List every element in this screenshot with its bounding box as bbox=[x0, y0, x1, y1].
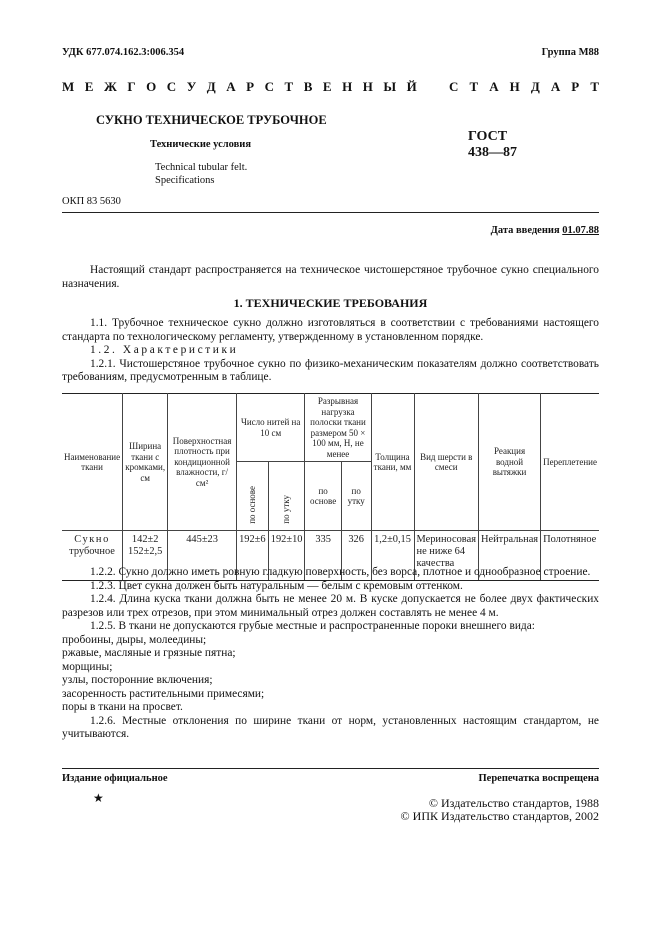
banner-letter: Н bbox=[362, 79, 373, 94]
banner-letter: О bbox=[146, 79, 157, 94]
clause-1-2-6: 1.2.6. Местные отклонения по ширине ткани от норм, установленных настоящим стандартом, не учитываются. bbox=[62, 714, 599, 740]
banner-letter: Е bbox=[322, 79, 332, 94]
banner-letter: В bbox=[303, 79, 313, 94]
banner-letter: Т bbox=[590, 79, 599, 94]
clause-1-2-2: 1.2.2. Сукно должно иметь ровную гладкую поверхность, без ворса, плотное и однообразное строение. bbox=[90, 566, 591, 578]
intro-block bbox=[62, 264, 599, 291]
specification-table bbox=[62, 393, 599, 581]
banner-letter: М bbox=[62, 79, 75, 94]
star-icon: ★ bbox=[93, 791, 104, 805]
col-load-weft-header: по утку bbox=[341, 462, 371, 531]
banner-letter: Д bbox=[530, 79, 540, 94]
english-title-line-1: Technical tubular felt. bbox=[155, 162, 248, 173]
col-width-header: Ширина ткани с кромками, см bbox=[123, 394, 168, 531]
banner-letter: Ы bbox=[383, 79, 397, 94]
effective-date-label: Дата введения bbox=[490, 225, 563, 236]
cell-load-weft: 326 bbox=[341, 531, 371, 581]
col-threads-weft-header bbox=[268, 462, 305, 531]
col-threads-header: Число нитей на 10 см bbox=[236, 394, 305, 462]
english-title bbox=[155, 161, 247, 187]
effective-date-value: 01.07.88 bbox=[562, 225, 599, 236]
cell-density: 445±23 bbox=[168, 531, 237, 581]
banner-letter: Й bbox=[406, 79, 417, 94]
cell-width-line-2: 152±2,5 bbox=[128, 546, 163, 557]
document-title: СУКНО ТЕХНИЧЕСКОЕ ТРУБОЧНОЕ bbox=[96, 113, 327, 127]
defect-item: пробоины, дыры, молеедины; bbox=[62, 633, 207, 646]
cell-reaction: Нейтральная bbox=[478, 531, 540, 581]
clause-1-2-4: 1.2.4. Длина куска ткани должна быть не менее 20 м. В куске допускается не более двух фактических разрезов или трех отрезов, при этом минимальный отрез должен составлять не менее 4 м. bbox=[62, 593, 599, 619]
defect-item: поры в ткани на просвет. bbox=[62, 701, 183, 713]
clause-1-2-text: 1.2. Характеристики bbox=[90, 344, 239, 356]
banner-letter: С bbox=[449, 79, 459, 94]
col-wool-header: Вид шерсти в смеси bbox=[414, 394, 478, 531]
banner-word-interstate bbox=[62, 79, 417, 95]
banner-letter: У bbox=[186, 79, 197, 94]
col-load-header: Разрывная нагрузка полоски ткани размером 50 × 100 мм, Н, не менее bbox=[305, 394, 371, 462]
cell-threads-weft: 192±10 bbox=[268, 531, 305, 581]
requirements-block bbox=[62, 317, 599, 385]
banner-letter: А bbox=[550, 79, 561, 94]
banner-letter: Т bbox=[469, 79, 479, 94]
reprint-prohibited-label: Перепечатка воспрещена bbox=[478, 773, 599, 784]
gost-number bbox=[468, 129, 517, 161]
official-edition-label: Издание официальное bbox=[62, 773, 168, 784]
group-code: Группа М88 bbox=[541, 47, 599, 58]
banner-letter: Д bbox=[206, 79, 216, 94]
banner-letter: С bbox=[264, 79, 274, 94]
banner-letter: Р bbox=[246, 79, 255, 94]
col-thickness-header: Толщина ткани, мм bbox=[371, 394, 414, 531]
col-name-header: Наименование ткани bbox=[62, 394, 123, 531]
clause-1-2-5: 1.2.5. В ткани не допускаются грубые местные и распространенные пороки внешнего вида: bbox=[90, 620, 535, 632]
col-weave-header: Переплетение bbox=[541, 394, 599, 531]
cell-weave: Полотняное bbox=[541, 531, 599, 581]
col-load-warp-header: по основе bbox=[305, 462, 341, 531]
defect-item: засоренность растительными примесями; bbox=[62, 687, 265, 700]
col-threads-warp-header bbox=[236, 462, 268, 531]
cell-name-line-1: Сукно bbox=[74, 534, 110, 545]
copyright-line-1: © Издательство стандартов, 1988 bbox=[428, 796, 599, 810]
section-heading: 1. ТЕХНИЧЕСКИЕ ТРЕБОВАНИЯ bbox=[233, 296, 428, 310]
banner-letter: Г bbox=[127, 79, 136, 94]
cell-wool: Мериносовая не ниже 64 качества bbox=[414, 531, 478, 581]
table-header-row bbox=[62, 394, 599, 462]
banner-letter: Т bbox=[284, 79, 294, 94]
header-divider bbox=[62, 212, 599, 213]
cell-load-warp: 335 bbox=[305, 531, 341, 581]
banner-letter: Н bbox=[342, 79, 353, 94]
udk-code: УДК 677.074.162.3:006.354 bbox=[62, 47, 185, 58]
defect-item: морщины; bbox=[62, 660, 113, 673]
clause-1-2-3: 1.2.3. Цвет сукна должен быть натуральным — белым с кремовым оттенком. bbox=[90, 579, 463, 592]
okp-code: ОКП 83 5630 bbox=[62, 196, 121, 207]
clauses-block bbox=[62, 566, 599, 742]
cell-width-line-1: 142±2 bbox=[131, 534, 159, 545]
footer-divider bbox=[62, 768, 599, 769]
clause-1-2-1: 1.2.1. Чистошерстяное трубочное сукно по физико-механическим показателям должно соответствовать требованиям, предусмотренным в таблице. bbox=[62, 357, 599, 383]
col-density-header: Поверхностная плотность при кондиционной влажности, г/см² bbox=[168, 394, 237, 531]
banner-letter: Н bbox=[509, 79, 520, 94]
defect-item: ржавые, масляные и грязные пятна; bbox=[62, 647, 236, 659]
banner-letter: С bbox=[166, 79, 177, 94]
banner-letter: Ж bbox=[103, 79, 117, 94]
banner-letter: А bbox=[226, 79, 236, 94]
banner-letter: Р bbox=[571, 79, 580, 94]
interstate-standard-banner bbox=[62, 79, 599, 95]
intro-paragraph: Настоящий стандарт распространяется на техническое чистошерстяное трубочное сукно специального назначения. bbox=[62, 264, 599, 290]
copyright-line-2: © ИПК Издательство стандартов, 2002 bbox=[400, 809, 599, 823]
clause-1-2 bbox=[62, 344, 599, 358]
gost-label: ГОСТ bbox=[468, 129, 508, 144]
copyright-block bbox=[401, 797, 599, 823]
english-title-line-2: Specifications bbox=[155, 175, 215, 186]
banner-letter: Е bbox=[84, 79, 94, 94]
clause-1-1: 1.1. Трубочное техническое сукно должно изготовляться в соответствии с требованиями настоящего стандарта по технологическому регламенту, утвержденному в установленном порядке. bbox=[62, 317, 599, 343]
cell-thickness: 1,2±0,15 bbox=[371, 531, 414, 581]
col-reaction-header: Реакция водной вытяжки bbox=[478, 394, 540, 531]
threads-weft-label: по утку bbox=[281, 494, 292, 524]
defect-item: узлы, посторонние включения; bbox=[62, 674, 213, 686]
threads-warp-label: по основе bbox=[247, 485, 258, 524]
effective-date bbox=[491, 225, 599, 236]
document-subtitle: Технические условия bbox=[150, 139, 252, 150]
banner-word-standard bbox=[449, 79, 599, 95]
cell-threads-warp: 192±6 bbox=[236, 531, 268, 581]
banner-letter: А bbox=[489, 79, 499, 94]
gost-code: 438—87 bbox=[468, 145, 517, 160]
cell-name-line-2: трубочное bbox=[69, 546, 115, 557]
